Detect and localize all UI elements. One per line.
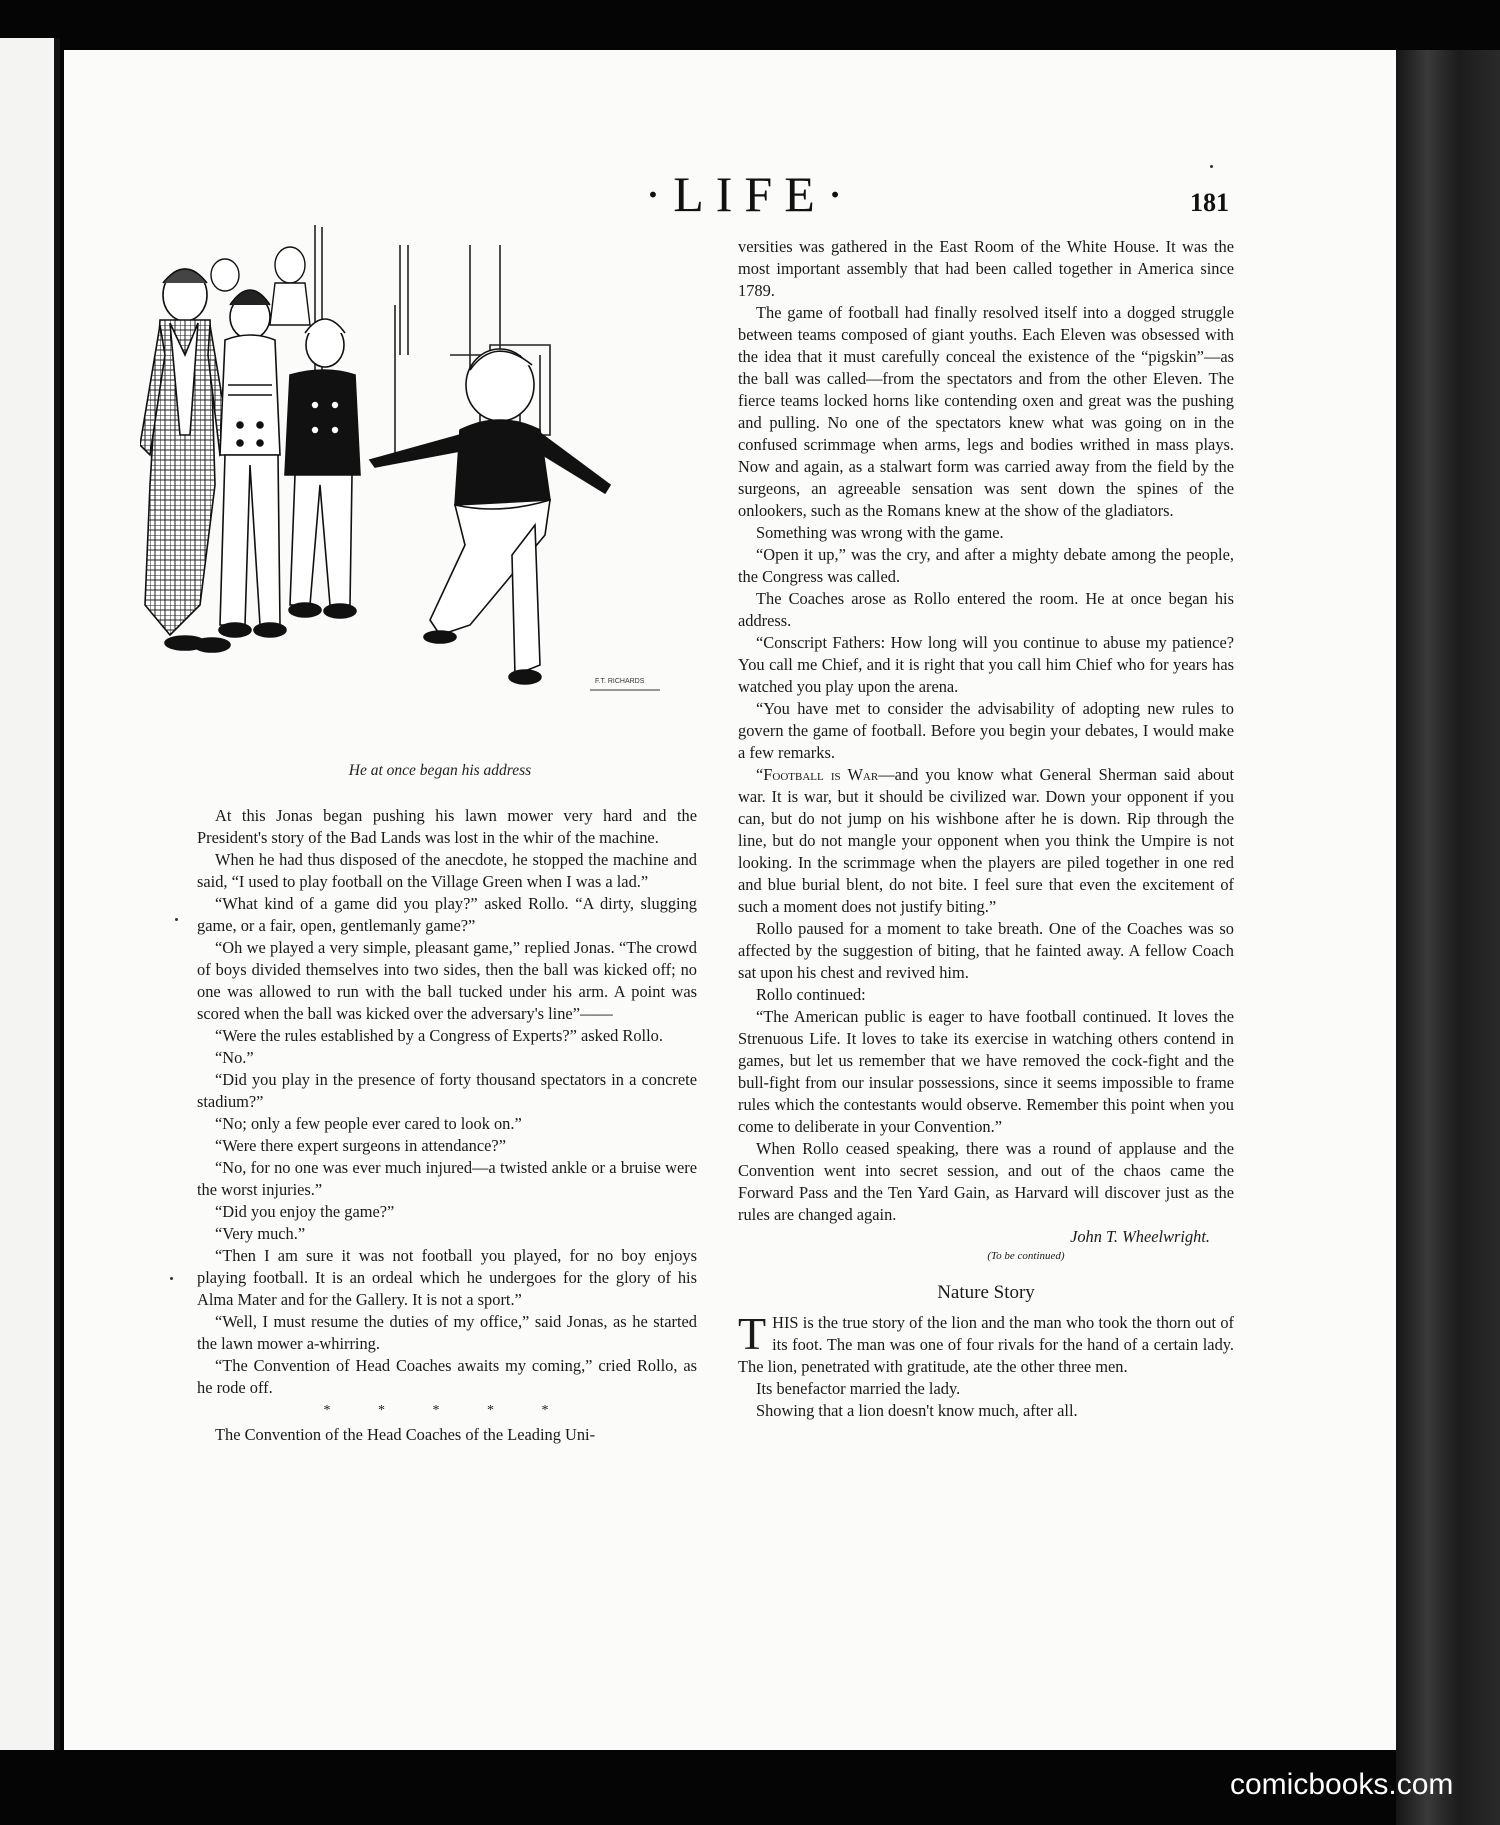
paragraph: “Well, I must resume the duties of my office,” said Jonas, as he started the lawn mower a-whirring. (197, 1312, 697, 1353)
left-column (197, 805, 697, 1446)
paragraph: Something was wrong with the game. (756, 523, 1004, 542)
nature-story-first-paragraph (738, 1308, 1234, 1378)
nature-story-title: Nature Story (937, 1282, 1035, 1303)
paragraph: “No, for no one was ever much injured—a twisted ankle or a bruise were the worst injuries.” (197, 1158, 697, 1199)
paragraph: “Very much.” (215, 1224, 306, 1243)
print-speck (175, 918, 178, 921)
paragraph: Rollo continued: (756, 985, 866, 1004)
masthead-title: ·LIFE· (644, 166, 856, 222)
football-is-war-lead: “Football is War (756, 765, 879, 784)
paragraph: “The American public is eager to have football continued. It loves the Strenuous Life. It loves to take its exercise in watching others contend in games, but let us remember that we have removed the cock-fight and the bull-fight from our insular possessions, since it seems impossible to frame rules which the contestants would observe. Remember this point when you come to deliberate in your Convention.” (738, 1007, 1234, 1136)
paragraph: Rollo paused for a moment to take breath. One of the Coaches was so affected by the suggestion of biting, that he fainted away. A fellow Coach sat upon his chest and revived him. (738, 919, 1234, 982)
paragraph: When he had thus disposed of the anecdote, he stopped the machine and said, “I used to play football on the Village Green when I was a lad.” (197, 850, 697, 891)
cartoon-illustration (140, 205, 720, 775)
paragraph: “The Convention of Head Coaches awaits my coming,” cried Rollo, as he rode off. (197, 1356, 697, 1397)
paragraph-football-is-war (738, 764, 1234, 918)
paragraph: versities was gathered in the East Room of the White House. It was the most important assembly that had been called together in America since 1789. (738, 237, 1234, 300)
paragraph: “No; only a few people ever cared to look on.” (215, 1114, 522, 1133)
paragraph: “Open it up,” was the cry, and after a mighty debate among the people, the Congress was called. (738, 545, 1234, 586)
previous-page-edge (0, 38, 60, 1750)
paragraph: The game of football had finally resolved itself into a dogged struggle between teams composed of giant youths. Each Eleven was obsessed with the idea that it must carefully conceal the existence of the “pigskin”—as the ball was called—from the spectators and from the other Eleven. The fierce teams locked horns like contending oxen and great was the pushing and pulling. No one of the spectators knew what was going on in the confused scrimmage when arms, legs and bodies writhed in mass plays. Now and again, as a stalwart form was carried away from the field by the surgeons, an agreeable sensation was sent down the spines of the onlookers, such as the Romans knew at the show of the gladiators. (738, 303, 1234, 520)
paragraph: “Then I am sure it was not football you played, for no boy enjoys playing football. It is an ordeal which he undergoes for the glory of his Alma Mater and for the Gallery. It is not a sport.” (197, 1246, 697, 1309)
scan-shadow (1396, 50, 1500, 1825)
artist-signature: F.T. RICHARDS (595, 678, 645, 685)
coach-figure-checkered (140, 269, 230, 652)
football-is-war-text: —and you know what General Sherman said about war. It is war, but it should be civilized war. Down your opponent if you can, but do not jump on his wishbone after he is down. Rip through the line, but do not mangle your opponent when you think the Umpire is not looking. In the scrimmage when the players are piled together in one red and blue burial blent, do not bite. I feel sure that even the excitement of such a moment does not justify biting.” (738, 765, 1234, 916)
coach-figure-arms-folded (219, 290, 286, 637)
right-column (738, 236, 1234, 1422)
paragraph: “You have met to consider the advisability of adopting new rules to govern the game of football. Before you begin your debates, I would make a few remarks. (738, 699, 1234, 762)
continued-note: (To be continued) (987, 1250, 1065, 1262)
page-number: 181 (1190, 188, 1229, 217)
illustration-caption: He at once began his address (348, 762, 532, 779)
nature-story-text: HIS is the true story of the lion and the man who took the thorn out of its foot. The man was one of four rivals for the hand of a certain lady. The lion, penetrated with gratitude, ate the other three men. (738, 1313, 1234, 1376)
page-gutter (54, 38, 60, 1750)
paragraph: Showing that a lion doesn't know much, after all. (756, 1401, 1078, 1420)
paragraph: “Were the rules established by a Congress of Experts?” asked Rollo. (215, 1026, 663, 1045)
print-speck (170, 1277, 173, 1280)
drop-cap: T (738, 1308, 767, 1359)
paragraph: “Oh we played a very simple, pleasant game,” replied Jonas. “The crowd of boys divided themselves into two sides, then the ball was kicked off; no one was allowed to run with the ball tucked under his arm. A point was scored when the ball was kicked over the adversary's line”—— (197, 938, 697, 1023)
paragraph: “Were there expert surgeons in attendance?” (215, 1136, 506, 1155)
paragraph: The Coaches arose as Rollo entered the room. He at once began his address. (738, 589, 1234, 630)
paragraph: “No.” (215, 1048, 254, 1067)
paragraph: When Rollo ceased speaking, there was a round of applause and the Convention went into secret session, and out of the chaos came the Forward Pass and the Ten Yard Gain, as Harvard will discover just as the rules are changed again. (738, 1139, 1234, 1224)
paragraph: “Did you play in the presence of forty thousand spectators in a concrete stadium?” (197, 1070, 697, 1111)
paragraph: “Did you enjoy the game?” (215, 1202, 395, 1221)
paragraph: The Convention of the Head Coaches of the Leading Uni- (215, 1425, 596, 1444)
section-separator: * * * * * (323, 1403, 571, 1418)
author-signature: John T. Wheelwright. (1070, 1227, 1210, 1246)
paragraph: “Conscript Fathers: How long will you continue to abuse my patience? You call me Chief, and it is right that you call him Chief who for years has watched you play upon the arena. (738, 633, 1234, 696)
rollo-figure (370, 349, 610, 684)
coach-figure-dark-coat (285, 319, 360, 618)
paragraph: At this Jonas began pushing his lawn mower very hard and the President's story of the Bad Lands was lost in the whir of the machine. (197, 806, 697, 847)
paragraph: Its benefactor married the lady. (756, 1379, 961, 1398)
print-speck (1210, 165, 1213, 168)
site-watermark: comicbooks.com (1230, 1768, 1454, 1801)
paragraph: “What kind of a game did you play?” asked Rollo. “A dirty, slugging game, or a fair, open, gentlemanly game?” (197, 894, 697, 935)
